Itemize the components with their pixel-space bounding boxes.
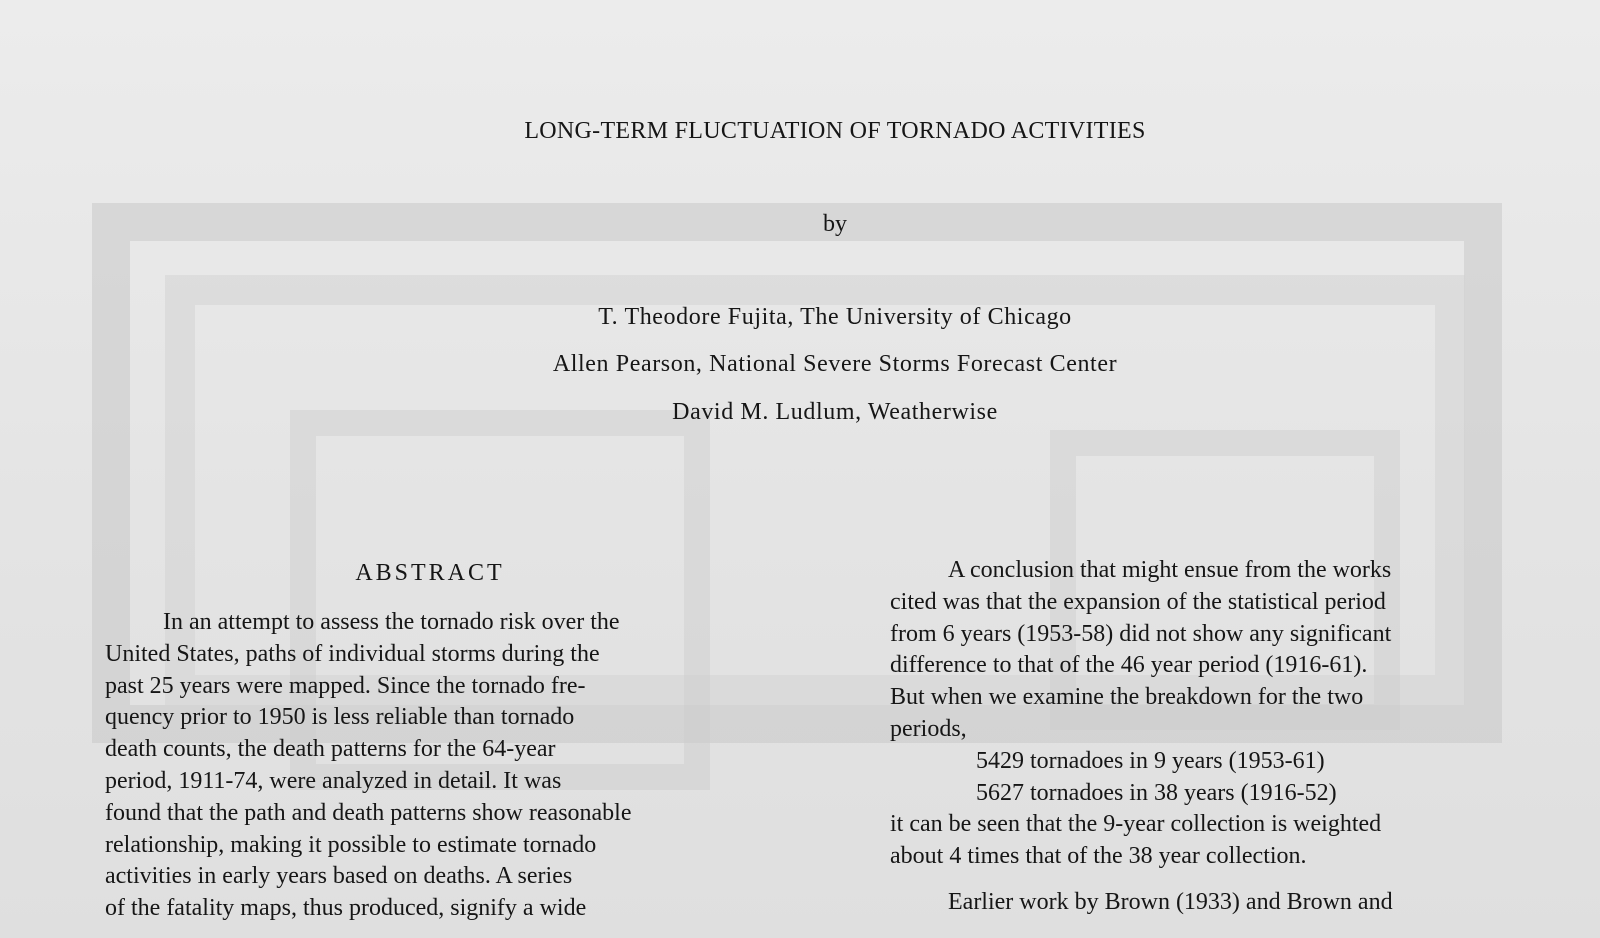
text-line: relationship, making it possible to estimate tornado: [105, 831, 597, 858]
text-line: cited was that the expansion of the statistical period: [890, 588, 1386, 615]
byline: by: [823, 211, 847, 237]
tornado-count-line: 5627 tornadoes in 38 years (1916-52): [976, 779, 1337, 806]
text-line: But when we examine the breakdown for the two: [890, 684, 1364, 711]
abstract-heading: ABSTRACT: [355, 560, 505, 586]
text-line: about 4 times that of the 38 year collection.: [890, 843, 1307, 870]
text-line: United States, paths of individual storms during the: [105, 640, 600, 667]
text-line: from 6 years (1953-58) did not show any significant: [890, 620, 1392, 647]
text-line: activities in early years based on deaths. A series: [105, 863, 573, 890]
text-line: difference to that of the 46 year period (1916-61).: [890, 652, 1368, 679]
paragraph-gap: [890, 873, 1570, 887]
text-line: it can be seen that the 9-year collection is weighted: [890, 811, 1382, 838]
paper-title: LONG-TERM FLUCTUATION OF TORNADO ACTIVITIES: [524, 118, 1146, 144]
author-line: T. Theodore Fujita, The University of Chicago: [598, 304, 1072, 330]
right-column-body: [890, 555, 1570, 919]
text-line: death counts, the death patterns for the 64-year: [105, 736, 556, 763]
text-line: A conclusion that might ensue from the works: [948, 557, 1392, 583]
text-line: quency prior to 1950 is less reliable than tornado: [105, 704, 575, 731]
abstract-body: [105, 607, 805, 925]
text-line: period, 1911-74, were analyzed in detail. It was: [105, 767, 562, 794]
text-line: periods,: [890, 715, 967, 742]
text-line: past 25 years were mapped. Since the tornado fre-: [105, 672, 586, 699]
text-line: Earlier work by Brown (1933) and Brown and: [948, 888, 1393, 915]
author-line: Allen Pearson, National Severe Storms Forecast Center: [552, 351, 1118, 377]
text-line: found that the path and death patterns show reasonable: [105, 799, 632, 826]
tornado-count-line: 5429 tornadoes in 9 years (1953-61): [976, 747, 1325, 774]
author-line: David M. Ludlum, Weatherwise: [672, 399, 998, 425]
text-line: In an attempt to assess the tornado risk over the: [163, 609, 620, 635]
text-line: of the fatality maps, thus produced, signify a wide: [105, 895, 587, 922]
